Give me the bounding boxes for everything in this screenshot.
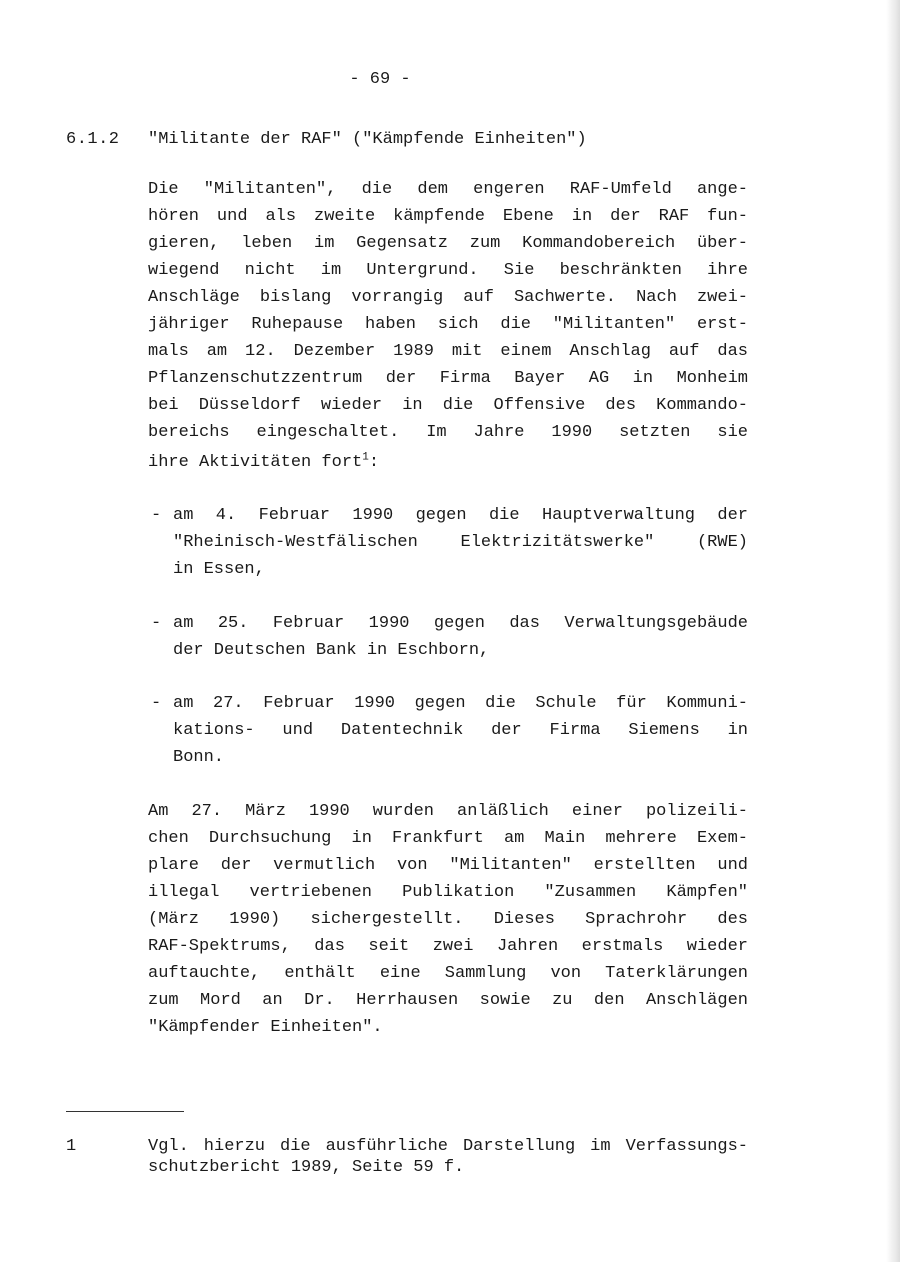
- paragraph-line: plare der vermutlich von "Militanten" erstellten und: [148, 856, 748, 875]
- list-item-line: am 27. Februar 1990 gegen die Schule für Kommuni-: [173, 694, 748, 713]
- list-dash: -: [151, 694, 162, 713]
- paragraph-line: zum Mord an Dr. Herrhausen sowie zu den Anschlägen: [148, 991, 748, 1010]
- paragraph-line: bereichs eingeschaltet. Im Jahre 1990 setzten sie: [148, 423, 748, 442]
- list-item-line: "Rheinisch-Westfälischen Elektrizitätswerke" (RWE): [173, 533, 748, 552]
- list-dash: -: [151, 506, 162, 525]
- list-dash: -: [151, 614, 162, 633]
- footnote-marker: 1: [66, 1137, 77, 1156]
- paragraph-line: illegal vertriebenen Publikation "Zusammen Kämpfen": [148, 883, 748, 902]
- paragraph-line: bei Düsseldorf wieder in die Offensive des Kommando-: [148, 396, 748, 415]
- paragraph-line: mals am 12. Dezember 1989 mit einem Anschlag auf das: [148, 342, 748, 361]
- paragraph-line: "Kämpfender Einheiten".: [148, 1018, 383, 1037]
- paragraph-line: Pflanzenschutzzentrum der Firma Bayer AG in Monheim: [148, 369, 748, 388]
- paragraph-line-text: ihre Aktivitäten fort: [148, 453, 363, 472]
- footnote-line: schutzbericht 1989, Seite 59 f.: [148, 1158, 465, 1177]
- footnote-divider: [66, 1111, 184, 1112]
- section-title: "Militante der RAF" ("Kämpfende Einheiten"): [148, 130, 587, 149]
- paragraph-line-end: :: [368, 453, 380, 472]
- footnote-reference: 1: [362, 451, 369, 464]
- list-item-line: am 4. Februar 1990 gegen die Hauptverwaltung der: [173, 506, 748, 525]
- paragraph-line: gieren, leben im Gegensatz zum Kommandobereich über-: [148, 234, 748, 253]
- page-number: - 69 -: [349, 70, 411, 89]
- list-item-line: Bonn.: [173, 748, 225, 767]
- paragraph-line: wiegend nicht im Untergrund. Sie beschränkten ihre: [148, 261, 748, 280]
- list-item-line: der Deutschen Bank in Eschborn,: [173, 641, 490, 660]
- footnote-line: Vgl. hierzu die ausführliche Darstellung im Verfassungs-: [148, 1137, 748, 1156]
- paragraph-line: RAF-Spektrums, das seit zwei Jahren erstmals wieder: [148, 937, 748, 956]
- section-number: 6.1.2: [66, 130, 120, 149]
- list-item-line: in Essen,: [173, 560, 265, 579]
- page-edge-shadow: [886, 0, 900, 1262]
- paragraph-line: (März 1990) sichergestellt. Dieses Sprachrohr des: [148, 910, 748, 929]
- paragraph-line: Am 27. März 1990 wurden anläßlich einer polizeili-: [148, 802, 748, 821]
- paragraph-line: jähriger Ruhepause haben sich die "Militanten" erst-: [148, 315, 748, 334]
- list-item-line: kations- und Datentechnik der Firma Siemens in: [173, 721, 748, 740]
- paragraph-line: Die "Militanten", die dem engeren RAF-Umfeld ange-: [148, 180, 748, 199]
- paragraph-line: chen Durchsuchung in Frankfurt am Main mehrere Exem-: [148, 829, 748, 848]
- paragraph-last-line: [148, 452, 379, 474]
- paragraph-line: auftauchte, enthält eine Sammlung von Taterklärungen: [148, 964, 748, 983]
- paragraph-line: Anschläge bislang vorrangig auf Sachwerte. Nach zwei-: [148, 288, 748, 307]
- paragraph-line: hören und als zweite kämpfende Ebene in der RAF fun-: [148, 207, 748, 226]
- list-item-line: am 25. Februar 1990 gegen das Verwaltungsgebäude: [173, 614, 748, 633]
